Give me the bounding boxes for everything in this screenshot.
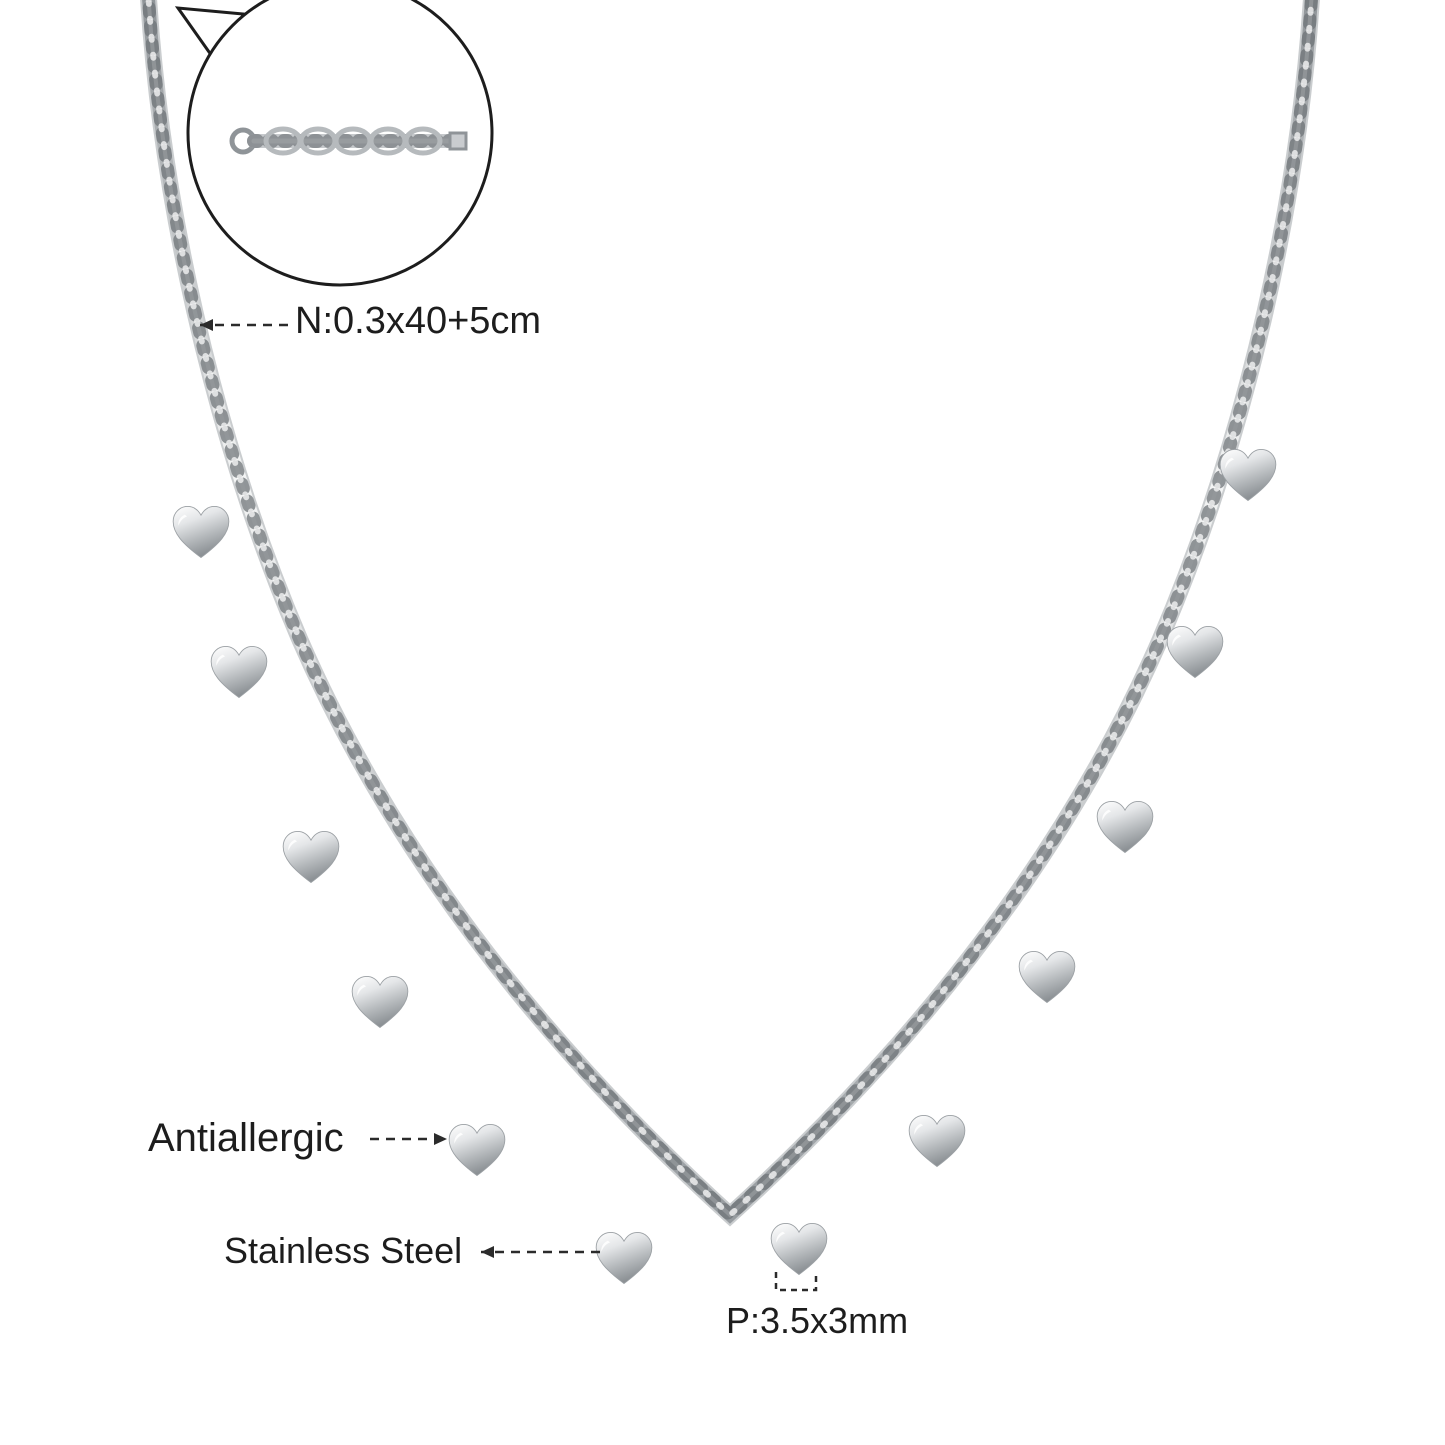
heart-charm — [1097, 801, 1153, 852]
heart-charm — [283, 831, 339, 882]
heart-charm — [211, 646, 267, 697]
chain-spec-label: N:0.3x40+5cm — [295, 300, 542, 342]
heart-charm — [596, 1232, 652, 1283]
heart-charm — [173, 506, 229, 557]
heart-charm — [352, 976, 408, 1027]
antiallergic-label: Antiallergic — [148, 1116, 344, 1160]
heart-charm — [1220, 449, 1276, 500]
heart-charm — [1019, 951, 1075, 1002]
pendant-spec-label: P:3.5x3mm — [726, 1300, 909, 1341]
heart-charm — [771, 1223, 827, 1274]
material-label: Stainless Steel — [224, 1230, 463, 1271]
heart-charm — [909, 1115, 965, 1166]
extender-chain-closeup — [178, 0, 492, 285]
heart-charm — [1167, 626, 1223, 677]
heart-charm — [449, 1124, 505, 1175]
